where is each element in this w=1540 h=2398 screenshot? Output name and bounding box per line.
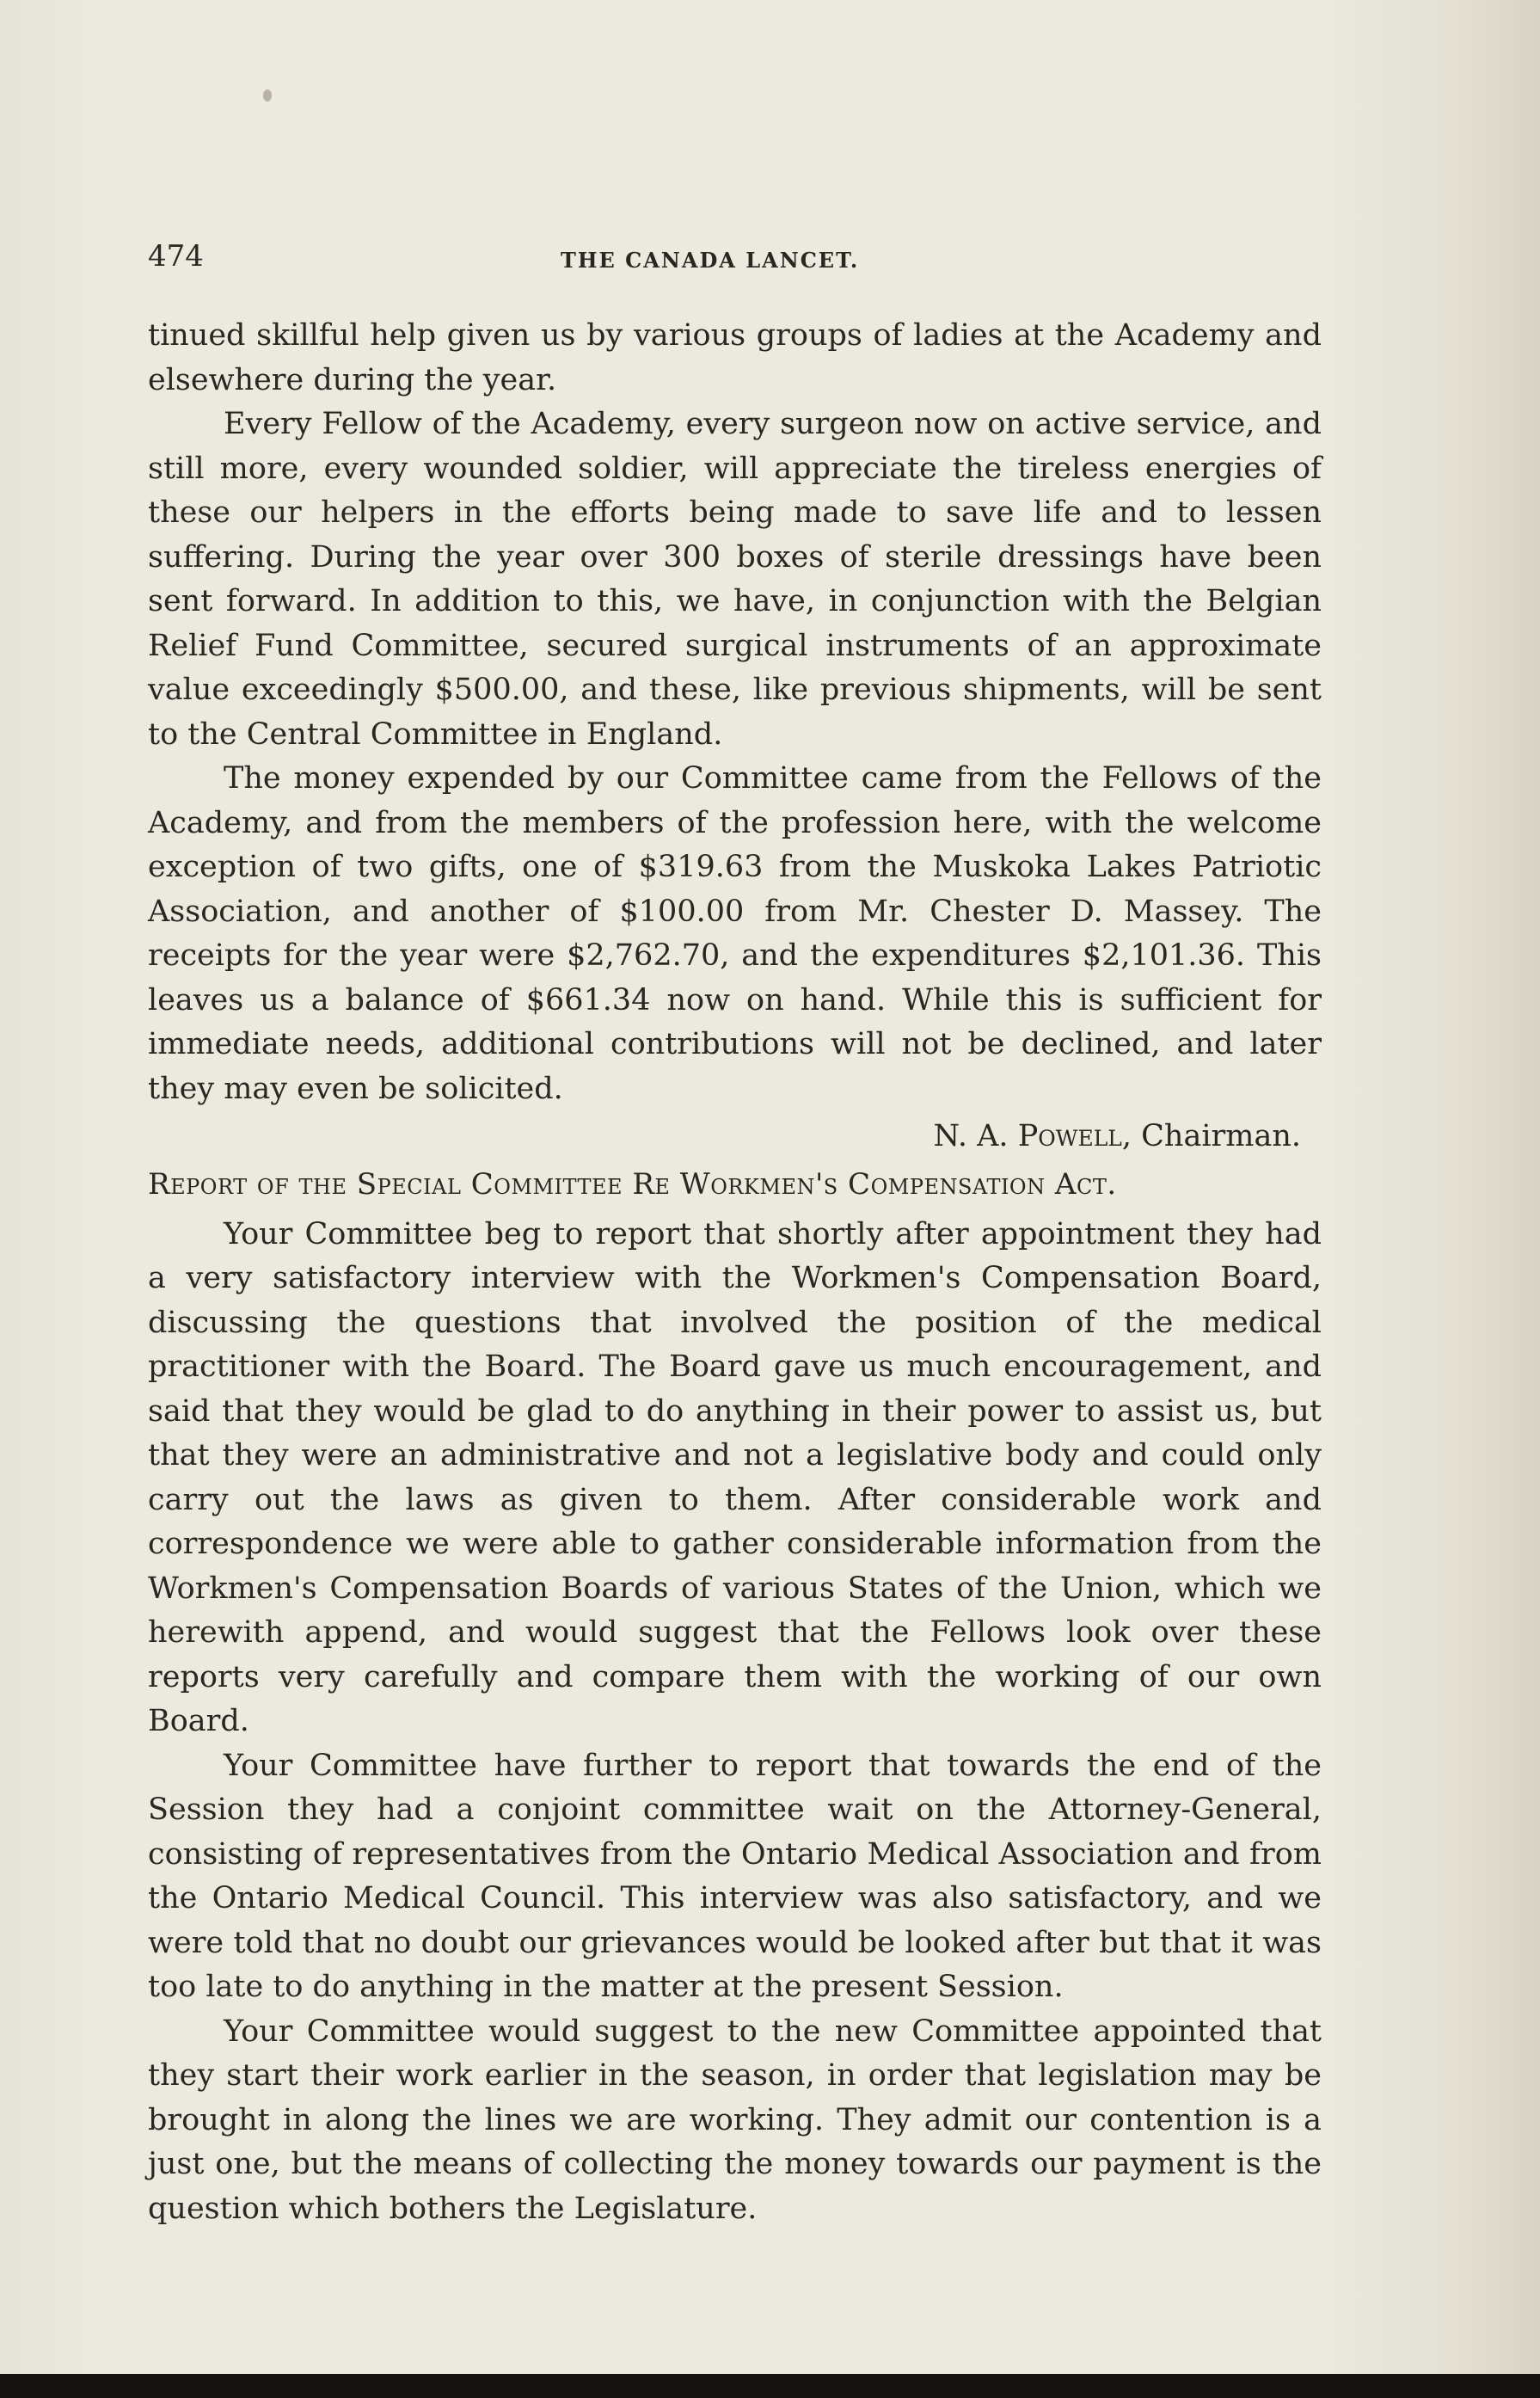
- page-header: [148, 239, 1322, 282]
- paragraph-report: Your Committee beg to report that shortly after appointment they had a very satisfactory interview with the Workmen's Compensation Board, discussing the questions that involved the position of the medical practitioner with the Board. The Board gave us much encouragement, and said that they would be glad to do anything in their power to assist us, but that they were an administrative and not a legislative body and could only carry out the laws as given to them. After considerable work and correspondence we were able to gather considerable information from the Workmen's Compensation Boards of various States of the Union, which we herewith append, and would suggest that the Fellows look over these reports very carefully and compare them with the working of our own Board.: [148, 1216, 1322, 1738]
- paragraph-continued: tinued skillful help given us by various groups of ladies at the Academy and elsewhere during the year.: [148, 318, 1322, 397]
- running-title: THE CANADA LANCET.: [561, 248, 860, 273]
- signature-title: , Chairman.: [1121, 1119, 1301, 1153]
- scan-bottom-edge: [0, 2374, 1540, 2398]
- paragraph-session: Your Committee have further to report that towards the end of the Session they had a conjoint committee wait on the Attorney-General, consisting of representatives from the Ontario Medical Association and from the Ontario Medical Council. This interview was also satisfactory, and we were told that no doubt our grievances would be looked after but that it was too late to do anything in the matter at the present Session.: [148, 1748, 1322, 2004]
- paragraph-money: The money expended by our Committee came from the Fellows of the Academy, and from the members of the profession here, with the welcome exception of two gifts, one of $319.63 from the Muskoka Lakes Patriotic Association, and another of $100.00 from Mr. Chester D. Massey. The receipts for the year were $2,762.70, and the expenditures $2,101.36. This leaves us a balance of $661.34 now on hand. While this is sufficient for immediate needs, additional contributions will not be declined, and later they may even be solicited.: [148, 761, 1322, 1106]
- signature-initials: N. A.: [933, 1119, 1009, 1153]
- page-number: 474: [148, 239, 204, 274]
- signature-name: Powell: [1017, 1119, 1122, 1153]
- paper-spot: [263, 89, 272, 101]
- paragraph-fellows: Every Fellow of the Academy, every surgeon now on active service, and still more, every wounded soldier, will appreciate the tireless energies of these our helpers in the efforts being made to save life and to lessen suffering. During the year over 300 boxes of sterile dressings have been sent forward. In addition to this, we have, in conjunction with the Belgian Relief Fund Committee, secured surgical instruments of an approximate value exceedingly $500.00, and these, like previous shipments, will be sent to the Central Committee in England.: [148, 407, 1322, 752]
- paragraph-suggestion: Your Committee would suggest to the new Committee appointed that they start their work earlier in the season, in order that legislation may be brought in along the lines we are working. They admit our contention is a just one, but the means of collecting the money towards our payment is the question which bothers the Legislature.: [148, 2014, 1322, 2226]
- section-heading: Report of the Special Committee Re Workmen's Compensation Act.: [148, 1167, 1117, 1202]
- body-text: [148, 314, 1322, 2231]
- signature: [148, 1113, 1322, 1159]
